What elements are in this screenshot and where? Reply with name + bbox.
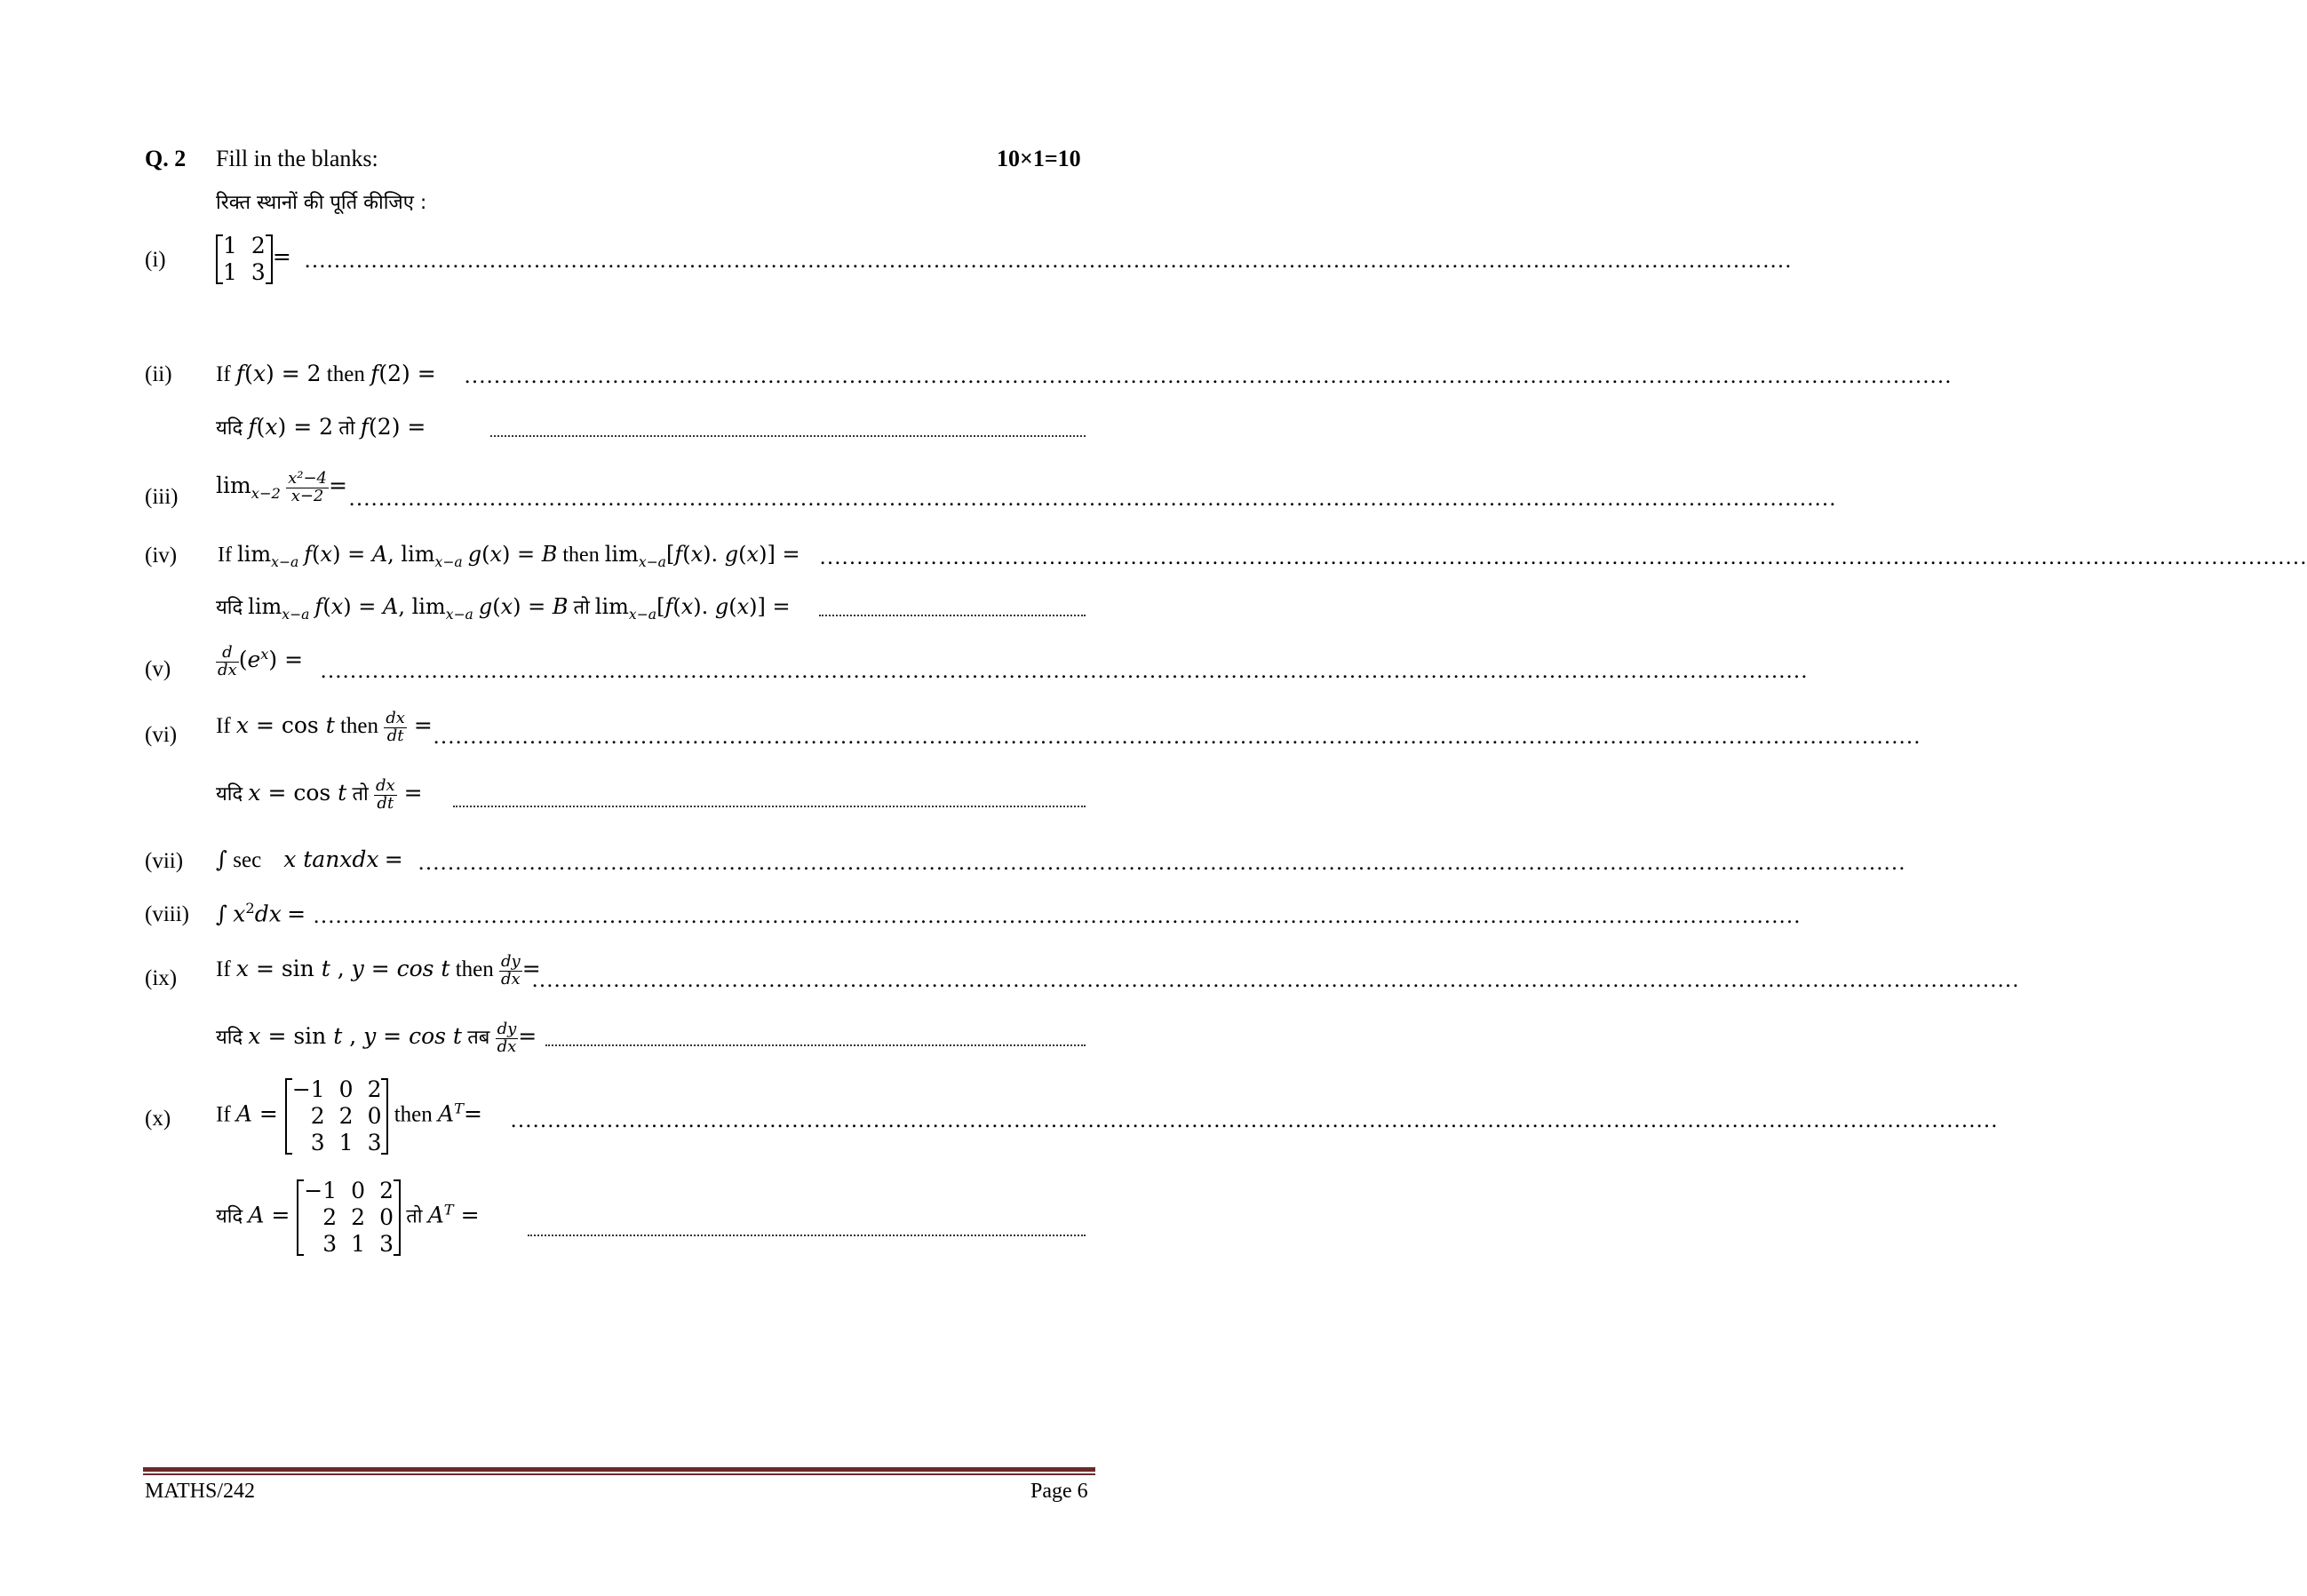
answer-blank-ii[interactable]: …………………………………………………………………………………………………………………………………………………………………………………	[464, 364, 1952, 388]
question-number: Q. 2	[145, 146, 187, 171]
matrix-2x2: 1 2 1 3	[216, 233, 273, 286]
item-i-expression: 1 2 1 3 =	[216, 233, 291, 286]
item-x-hindi-expression: यदि A = −1 0 2 2 2 0 3 1 3 तो $A^T$ =	[216, 1178, 480, 1257]
answer-blank-ix-hindi[interactable]	[545, 1044, 1086, 1046]
item-iv-hindi-expression: यदि $\lim_{x-a} f(x) = A$, $\lim_{x-a} g(x) = B$ तो $\lim_{x-a}[f(x)$. g(x)] =	[216, 594, 791, 623]
answer-blank-iii[interactable]: …………………………………………………………………………………………………………………………………………………………………………………	[348, 487, 1836, 511]
item-label-ii: (ii)	[145, 362, 172, 386]
item-x-expression: If A = −1 0 2 2 2 0 3 1 3 then $A^T=$	[216, 1076, 482, 1155]
answer-blank-vi[interactable]: …………………………………………………………………………………………………………………………………………………………………………………	[433, 725, 1921, 749]
item-label-viii: (viii)	[145, 902, 189, 926]
answer-blank-ix[interactable]: …………………………………………………………………………………………………………………………………………………………………………………	[531, 968, 2019, 992]
footer-course-code: MATHS/242	[145, 1480, 256, 1503]
item-label-x: (x)	[145, 1107, 171, 1131]
footer-rule-thick	[143, 1467, 1095, 1472]
footer-page-number: Page 6	[1030, 1480, 1088, 1503]
item-label-vi: (vi)	[145, 723, 178, 747]
answer-blank-vi-hindi[interactable]	[453, 806, 1086, 807]
item-ix-hindi-expression: यदि x = sin t , y = cos t तब $\frac{dy}{dx}$ =	[216, 1020, 537, 1056]
footer-rule-thin	[143, 1473, 1095, 1475]
item-label-i: (i)	[145, 248, 166, 272]
marks-label: 10×1=10	[997, 146, 1081, 171]
item-iii-expression: $\lim_{x-2}$ $\frac{\text{x²−4}}{x-2}$ =	[216, 469, 347, 505]
answer-blank-i[interactable]: …………………………………………………………………………………………………………………………………………………………………………………	[304, 249, 1792, 273]
answer-blank-ii-hindi[interactable]	[490, 435, 1086, 437]
item-label-v: (v)	[145, 657, 171, 681]
item-label-vii: (vii)	[145, 849, 184, 873]
hindi-title: रिक्त स्थानों की पूर्ति कीजिए :	[216, 192, 427, 214]
item-viii-expression: ∫ $x^2dx$ =	[216, 900, 306, 927]
answer-blank-viii[interactable]: …………………………………………………………………………………………………………………………………………………………………………………	[313, 904, 1801, 928]
item-ii-expression: If f(x) = 2 then f(2) =	[216, 361, 436, 386]
answer-blank-vii[interactable]: …………………………………………………………………………………………………………………………………………………………………………………	[418, 851, 1905, 875]
item-iv-expression: If $\lim_{x-a} f(x) = A$, $\lim_{x-a} g(x) = B$ then $\lim_{x-a}[f(x)$. g(x)] =	[218, 542, 800, 570]
item-v-expression: $\frac{d}{dx}$ $(e^x)$ =	[218, 643, 304, 679]
answer-blank-v[interactable]: …………………………………………………………………………………………………………………………………………………………………………………	[320, 659, 1808, 683]
item-vi-hindi-expression: यदि x = cos t तो $\frac{dx}{dt}$ =	[216, 776, 423, 813]
item-vii-expression: ∫ sec x tanxdx =	[216, 846, 403, 872]
item-label-iv: (iv)	[145, 544, 178, 568]
matrix-3x3-hindi: −1 0 2 2 2 0 3 1 3	[297, 1178, 401, 1258]
item-vi-expression: If x = cos t then $\frac{dx}{dt}$ =	[216, 709, 433, 745]
item-label-ix: (ix)	[145, 966, 178, 990]
item-ii-hindi-expression: यदि f(x) = 2 तो f(2) =	[216, 414, 426, 440]
answer-blank-iv[interactable]: …………………………………………………………………………………………………………………………………………………………………………………	[819, 545, 2307, 569]
question-title: Fill in the blanks:	[216, 146, 378, 171]
answer-blank-x[interactable]: …………………………………………………………………………………………………………………………………………………………………………………	[510, 1108, 1998, 1132]
matrix-3x3: −1 0 2 2 2 0 3 1 3	[285, 1076, 389, 1156]
item-label-iii: (iii)	[145, 485, 179, 509]
item-ix-expression: If x = sin t , y = cos t then $\frac{dy}{dx}$ =	[216, 952, 541, 989]
answer-blank-x-hindi[interactable]	[528, 1235, 1086, 1236]
answer-blank-iv-hindi[interactable]	[819, 615, 1086, 616]
